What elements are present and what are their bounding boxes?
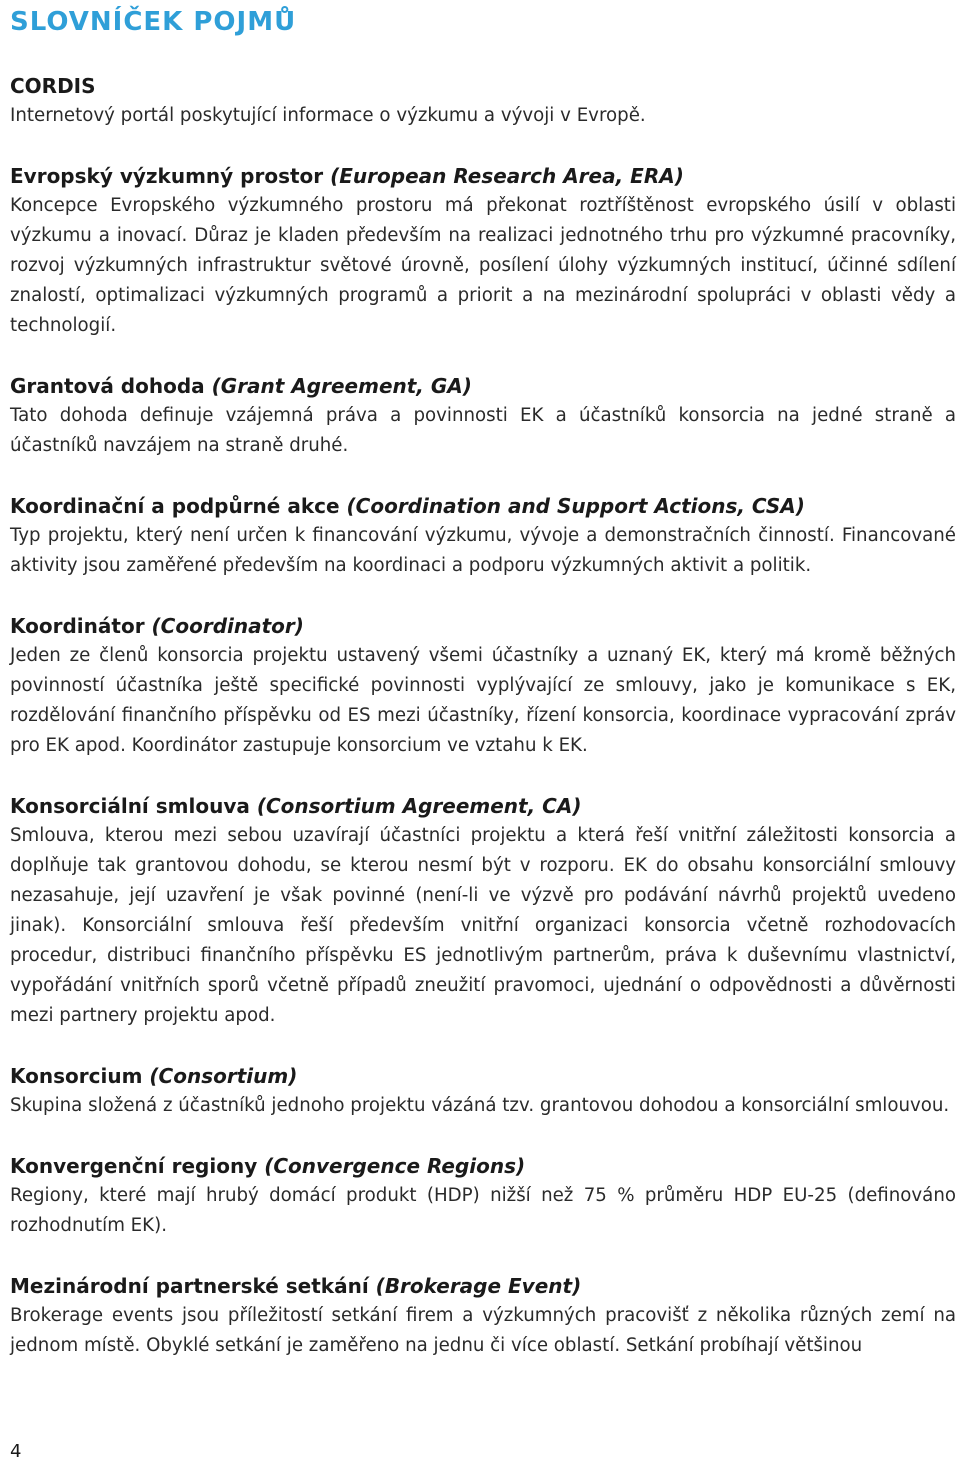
glossary-entry-grant-agreement	[10, 371, 956, 461]
term-cz: Konvergenční regiony	[10, 1154, 258, 1178]
glossary-entry-convergence-regions	[10, 1151, 956, 1241]
glossary-entry-cordis	[10, 71, 956, 131]
term-cz: Konsorcium	[10, 1064, 143, 1088]
term-cz: Koordinátor	[10, 614, 145, 638]
term-en: (Coordinator)	[151, 614, 304, 638]
term-cz: Evropský výzkumný prostor	[10, 164, 324, 188]
glossary-entry-era	[10, 161, 956, 341]
entry-term	[10, 371, 956, 401]
entry-term	[10, 71, 956, 101]
glossary-entry-brokerage-event	[10, 1271, 956, 1361]
term-en: (Brokerage Event)	[375, 1274, 582, 1298]
entry-definition: Skupina složená z účastníků jednoho projektu vázáná tzv. grantovou dohodou a konsorciální smlouvou.	[10, 1095, 950, 1116]
entry-definition: Smlouva, kterou mezi sebou uzavírají účastníci projektu a která řeší vnitřní záležitosti konsorcia a doplňuje tak grantovou dohodu, se kterou nesmí být v rozporu. EK do obsahu konsorciální smlouvy nezasahuje, její uzavření je však povinné (není-li ve výzvě pro podávání návrhů projektů uvedeno jinak). Konsorciální smlouva řeší především vnitřní organizaci konsorcia včetně rozhodovacích procedur, distribuci finančního příspěvku ES jednotlivým partnerům, práva k duševnímu vlastnictví, vypořádání vnitřních sporů včetně případů zneužití pravomoci, ujednání o odpovědnosti a důvěrnosti mezi partnery projektu apod.	[10, 825, 956, 1026]
term-cz: Mezinárodní partnerské setkání	[10, 1274, 369, 1298]
entry-definition: Koncepce Evropského výzkumného prostoru má překonat roztříštěnost evropského úsilí v oblasti výzkumu a inovací. Důraz je kladen především na realizaci jednotného trhu pro výzkumné pracovníky, rozvoj výzkumných infrastruktur světové úrovně, posílení úlohy výzkumných institucí, účinné sdílení znalostí, optimalizaci výzkumných programů a priorit a na mezinárodní spolupráci v oblasti vědy a technologií.	[10, 195, 956, 336]
term-en: (Grant Agreement, GA)	[211, 374, 472, 398]
term-cz: Konsorciální smlouva	[10, 794, 250, 818]
term-en: (Coordination and Support Actions, CSA)	[346, 494, 805, 518]
glossary-entry-csa	[10, 491, 956, 581]
entry-definition: Typ projektu, který není určen k financování výzkumu, vývoje a demonstračních činností. Financované aktivity jsou zaměřené především na koordinaci a podporu výzkumných aktivit a politik.	[10, 525, 956, 576]
entry-term	[10, 1061, 956, 1091]
entry-term	[10, 1151, 956, 1181]
glossary-page	[10, 0, 956, 1391]
entry-term	[10, 161, 956, 191]
entry-definition: Internetový portál poskytující informace o výzkumu a vývoji v Evropě.	[10, 105, 646, 126]
entry-term	[10, 791, 956, 821]
page-title: SLOVNÍČEK POJMŮ	[10, 7, 297, 37]
term-cz: CORDIS	[10, 74, 96, 98]
entry-definition: Regiony, které mají hrubý domácí produkt (HDP) nižší než 75 % průměru HDP EU-25 (definováno rozhodnutím EK).	[10, 1185, 956, 1236]
entry-term	[10, 611, 956, 641]
term-en: (Consortium)	[149, 1064, 298, 1088]
page-number: 4	[10, 1441, 22, 1462]
entry-term	[10, 491, 956, 521]
glossary-entry-consortium	[10, 1061, 956, 1121]
glossary-entries	[10, 71, 956, 1361]
glossary-entry-consortium-agreement	[10, 791, 956, 1031]
entry-definition: Brokerage events jsou příležitostí setkání firem a výzkumných pracovišť z několika různých zemí na jednom místě. Obyklé setkání je zaměřeno na jednu či více oblastí. Setkání probíhají většinou	[10, 1305, 956, 1356]
entry-definition: Tato dohoda definuje vzájemná práva a povinnosti EK a účastníků konsorcia na jedné straně a účastníků navzájem na straně druhé.	[10, 405, 956, 456]
term-en: (European Research Area, ERA)	[330, 164, 684, 188]
term-en: (Consortium Agreement, CA)	[256, 794, 582, 818]
entry-definition: Jeden ze členů konsorcia projektu ustavený všemi účastníky a uznaný EK, který má kromě běžných povinností účastníka ještě specifické povinnosti vyplývající ze smlouvy, jako je komunikace s EK, rozdělování finančního příspěvku od ES mezi účastníky, řízení konsorcia, koordinace vypracování zpráv pro EK apod. Koordinátor zastupuje konsorcium ve vztahu k EK.	[10, 645, 956, 756]
glossary-entry-coordinator	[10, 611, 956, 761]
term-cz: Koordinační a podpůrné akce	[10, 494, 340, 518]
term-cz: Grantová dohoda	[10, 374, 205, 398]
term-en: (Convergence Regions)	[264, 1154, 526, 1178]
entry-term	[10, 1271, 956, 1301]
